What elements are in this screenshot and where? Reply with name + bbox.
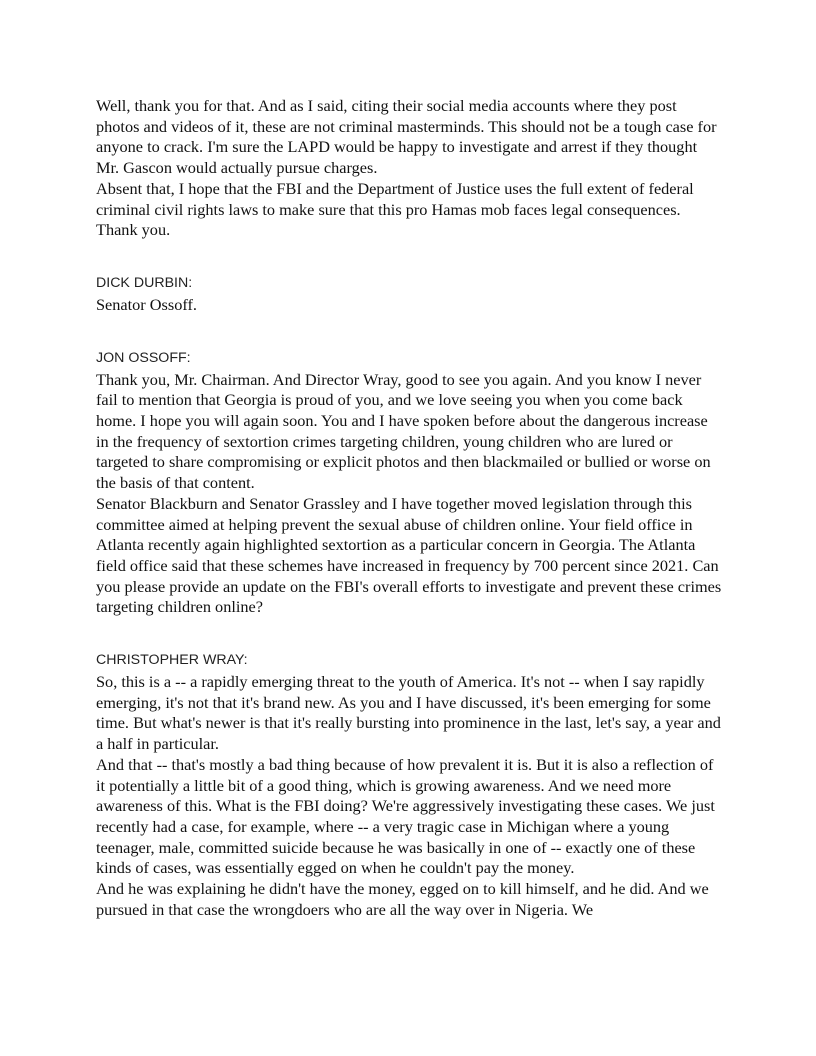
speaker-name: JON OSSOFF: (96, 349, 191, 366)
transcript-page (96, 96, 722, 921)
transcript-paragraph: Senator Ossoff. (96, 294, 197, 314)
transcript-paragraph: And he was explaining he didn't have the money, egged on to kill himself, and he did. And we pursued in that case the wrongdoers who are all the way over in Nigeria. We (96, 879, 709, 919)
transcript-paragraph: Thank you, Mr. Chairman. And Director Wray, good to see you again. And you know I never fail to mention that Georgia is proud of you, and we love seeing you when you come back home. I hope you will again soon. You and I have spoken before about the dangerous increase in the frequency of sextortion crimes targeting children, young children who are lured or targeted to share compromising or explicit photos and then blackmailed or bullied or worse on the basis of that content. (96, 369, 711, 493)
transcript-paragraph: Absent that, I hope that the FBI and the Department of Justice uses the full extent of federal criminal civil rights laws to make sure that this pro Hamas mob faces legal consequences. Thank you. (96, 178, 694, 240)
speaker-name: DICK DURBIN: (96, 274, 193, 291)
transcript-paragraph: So, this is a -- a rapidly emerging threat to the youth of America. It's not -- when I say rapidly emerging, it's not that it's brand new. As you and I have discussed, it's been emerging for some time. But what's newer is that it's really bursting into prominence in the last, let's say, a year and a half in particular. (96, 672, 721, 754)
transcript-paragraph: Well, thank you for that. And as I said, citing their social media accounts where they post photos and videos of it, these are not criminal masterminds. This should not be a tough case for anyone to crack. I'm sure the LAPD would be happy to investigate and arrest if they thought Mr. Gascon would actually pursue charges. (96, 96, 717, 178)
transcript-paragraph: And that -- that's mostly a bad thing because of how prevalent it is. But it is also a reflection of it potentially a little bit of a good thing, which is growing awareness. And we need more awareness of this. What is the FBI doing? We're aggressively investigating these cases. We just recently had a case, for example, where -- a very tragic case in Michigan where a young teenager, male, committed suicide because he was basically in one of -- exactly one of these kinds of cases, was essentially egged on when he couldn't pay the money. (96, 754, 715, 878)
transcript-block (96, 651, 722, 920)
block-spacer (96, 618, 722, 651)
speaker-name: CHRISTOPHER WRAY: (96, 652, 248, 669)
transcript-block (96, 349, 722, 618)
transcript-block (96, 96, 722, 241)
block-spacer (96, 316, 722, 349)
block-spacer (96, 241, 722, 274)
transcript-block (96, 274, 722, 316)
transcript-paragraph: Senator Blackburn and Senator Grassley and I have together moved legislation through this committee aimed at helping prevent the sexual abuse of children online. Your field office in Atlanta recently again highlighted sextortion as a particular concern in Georgia. The Atlanta field office said that these schemes have increased in frequency by 700 percent since 2021. Can you please provide an update on the FBI's overall efforts to investigate and prevent these crimes targeting children online? (96, 493, 722, 617)
